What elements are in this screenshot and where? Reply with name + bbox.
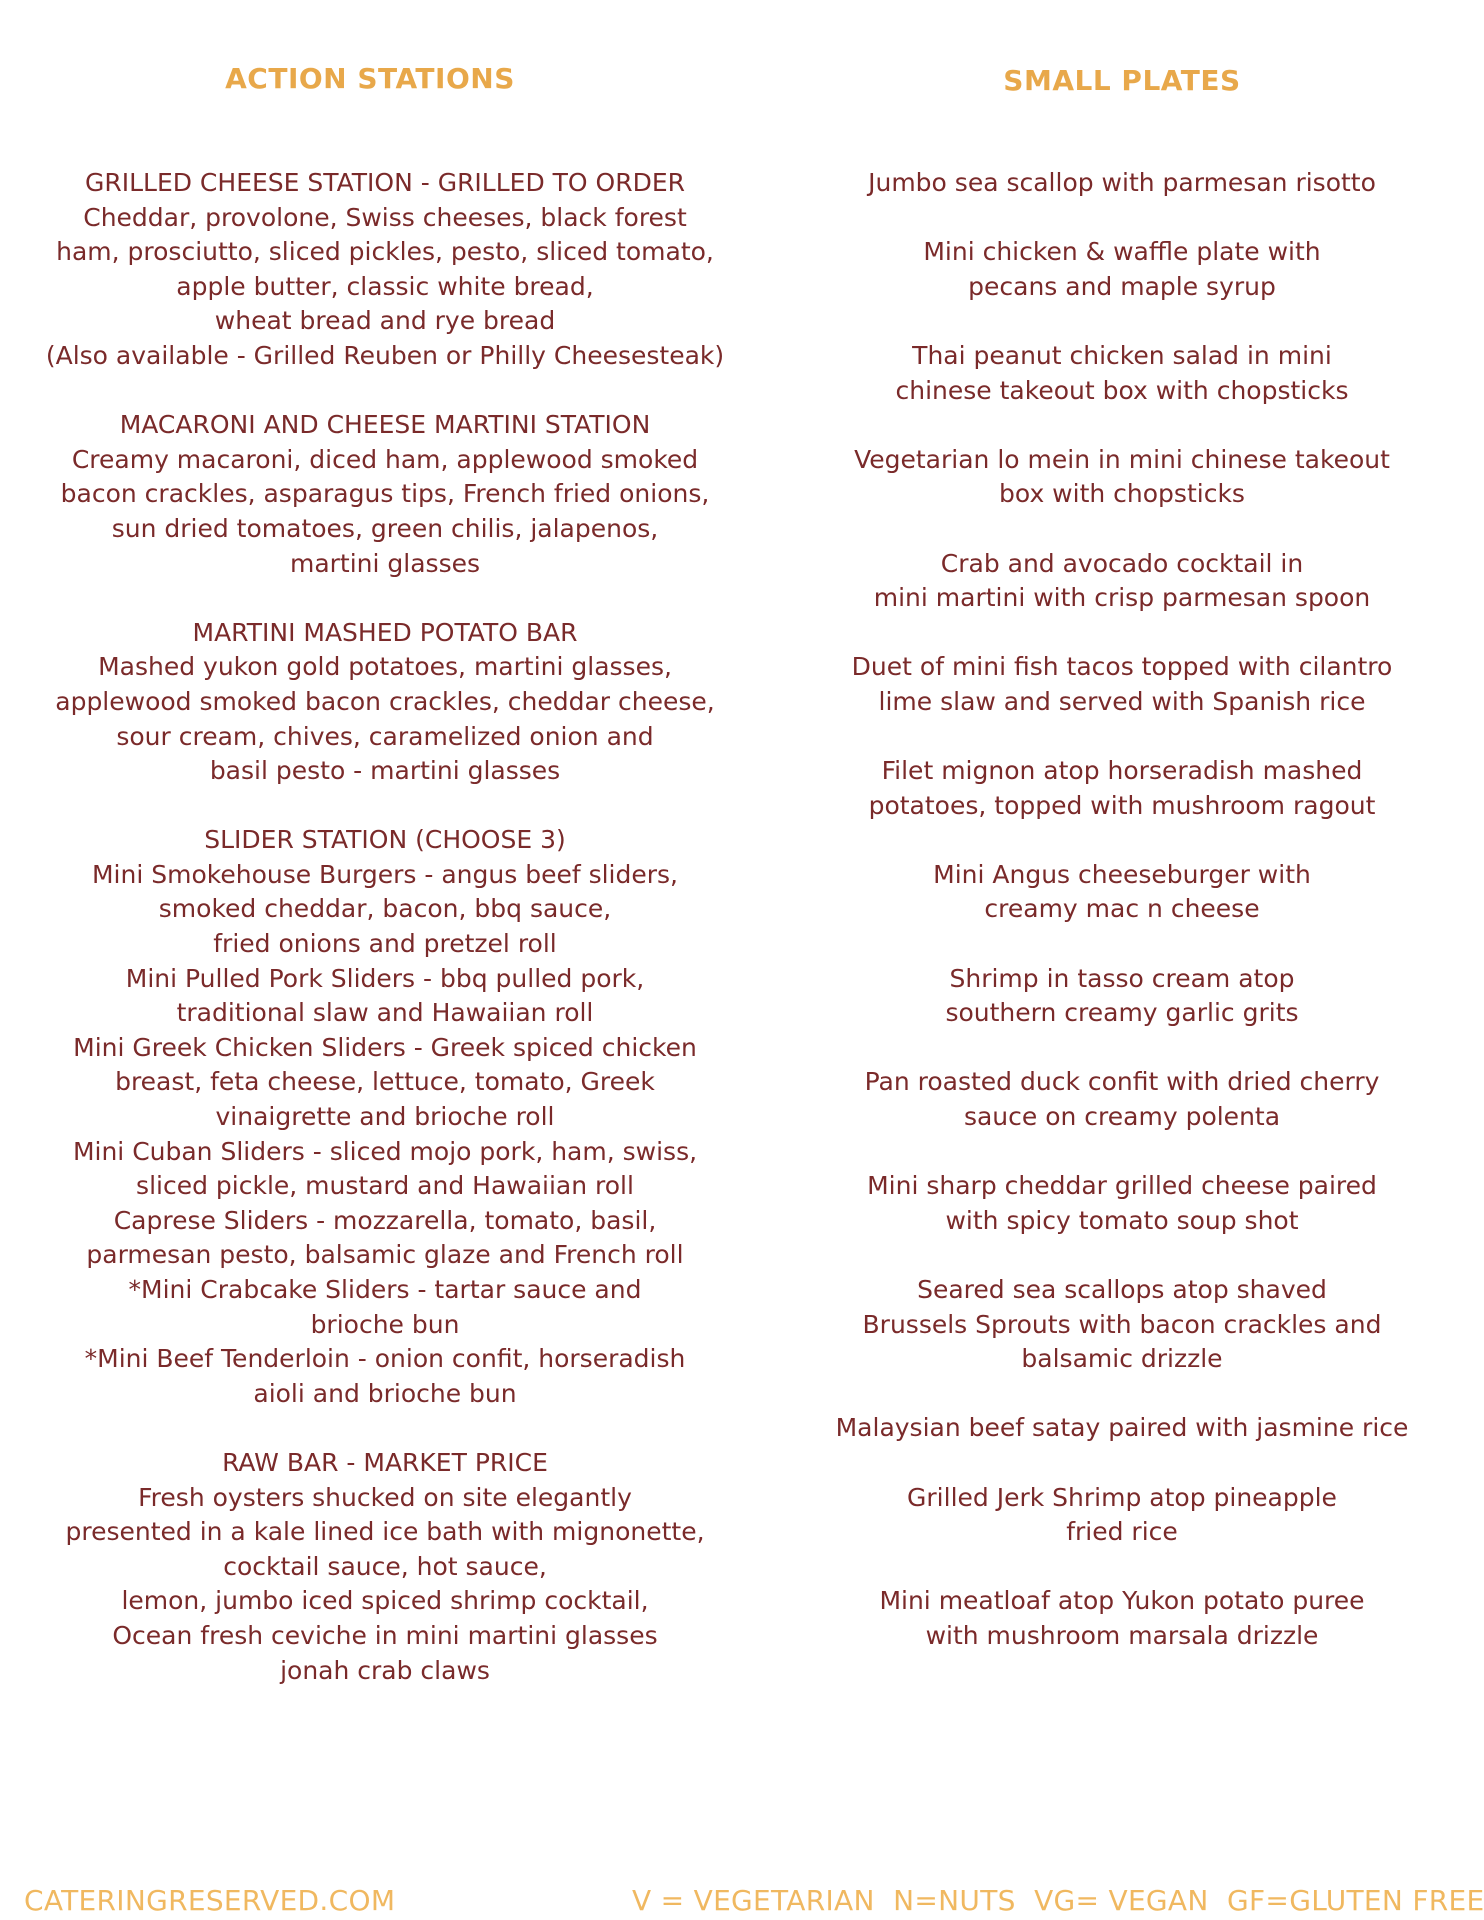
small-plate-item xyxy=(822,1411,1422,1446)
station-detail-line: presented in a kale lined ice bath with mignonette, xyxy=(65,1517,705,1547)
station-detail-line: Mini Smokehouse Burgers - angus beef sliders, xyxy=(91,859,679,889)
station-detail-line: smoked cheddar, bacon, bbq sauce, xyxy=(158,894,612,924)
small-plate-line: chinese takeout box with chopsticks xyxy=(895,375,1349,405)
small-plate-line: sauce on creamy polenta xyxy=(963,1102,1281,1132)
station-title: MACARONI AND CHEESE MARTINI STATION xyxy=(119,410,651,440)
footer-dietary-legend: V = VEGETARIAN N=NUTS VG= VEGAN GF=GLUTEN FREE xyxy=(632,1884,1484,1917)
station-detail-line: Ocean fresh ceviche in mini martini glasses xyxy=(112,1620,658,1650)
station-detail-line: parmesan pesto, balsamic glaze and French roll xyxy=(86,1240,684,1270)
small-plate-item xyxy=(822,235,1422,304)
small-plate-line: Mini chicken & waffle plate with xyxy=(923,237,1321,267)
small-plate-line: Brussels Sprouts with bacon crackles and xyxy=(862,1309,1382,1339)
station-title: RAW BAR - MARKET PRICE xyxy=(222,1447,548,1477)
small-plate-item xyxy=(822,443,1422,512)
station-detail-line: Creamy macaroni, diced ham, applewood smoked xyxy=(71,444,699,474)
station-detail-line: *Mini Beef Tenderloin - onion confit, horseradish xyxy=(84,1344,686,1374)
small-plates-heading: SMALL PLATES xyxy=(1003,64,1241,97)
station-detail-line: *Mini Crabcake Sliders - tartar sauce and xyxy=(128,1275,642,1304)
small-plate-item xyxy=(822,650,1422,719)
small-plate-line: with mushroom marsala drizzle xyxy=(925,1620,1319,1650)
small-plate-line: southern creamy garlic grits xyxy=(945,998,1299,1028)
small-plate-line: Thai peanut chicken salad in mini xyxy=(912,340,1332,370)
station-detail-line: vinaigrette and brioche roll xyxy=(215,1102,555,1132)
station-section xyxy=(40,166,730,374)
small-plate-line: Crab and avocado cocktail in xyxy=(940,548,1304,578)
station-detail-line: traditional slaw and Hawaiian roll xyxy=(176,998,594,1028)
small-plates-list xyxy=(822,166,1422,1688)
station-detail-line: fried onions and pretzel roll xyxy=(213,929,557,959)
station-detail-line: aioli and brioche bun xyxy=(253,1378,517,1408)
small-plate-line: Jumbo sea scallop with parmesan risotto xyxy=(868,168,1376,197)
small-plate-item xyxy=(822,962,1422,1031)
small-plate-line: Seared sea scallops atop shaved xyxy=(917,1275,1327,1304)
small-plate-line: fried rice xyxy=(1066,1517,1178,1547)
station-detail-line: basil pesto - martini glasses xyxy=(209,756,561,786)
station-section xyxy=(40,1446,730,1688)
station-detail-line: sun dried tomatoes, green chilis, jalapenos, xyxy=(111,513,659,543)
small-plate-item xyxy=(822,858,1422,927)
station-detail-line: (Also available - Grilled Reuben or Philly Cheesesteak) xyxy=(45,340,725,370)
station-detail-line: Mashed yukon gold potatoes, martini glasses, xyxy=(98,652,672,682)
station-detail-line: bacon crackles, asparagus tips, French fried onions, xyxy=(60,479,710,509)
small-plate-item xyxy=(822,1481,1422,1550)
small-plate-line: Mini meatloaf atop Yukon potato puree xyxy=(879,1586,1365,1616)
station-detail-line: jonah crab claws xyxy=(280,1655,490,1685)
station-detail-line: sour cream, chives, caramelized onion and xyxy=(116,721,654,751)
action-stations-list xyxy=(40,166,730,1723)
station-detail-line: applewood smoked bacon crackles, cheddar cheese, xyxy=(55,686,715,716)
small-plate-line: Vegetarian lo mein in mini chinese takeout xyxy=(854,444,1390,474)
footer-website: CATERINGRESERVED.COM xyxy=(24,1884,396,1917)
small-plate-line: pecans and maple syrup xyxy=(968,271,1276,301)
station-detail-line: Cheddar, provolone, Swiss cheeses, black forest xyxy=(83,202,687,232)
station-detail-line: ham, prosciutto, sliced pickles, pesto, sliced tomato, xyxy=(56,237,714,267)
station-section xyxy=(40,408,730,581)
station-section xyxy=(40,616,730,789)
small-plate-line: Filet mignon atop horseradish mashed xyxy=(881,756,1363,786)
small-plate-item xyxy=(822,754,1422,823)
small-plate-line: Pan roasted duck confit with dried cherry xyxy=(864,1067,1380,1097)
station-title: MARTINI MASHED POTATO BAR xyxy=(192,617,578,647)
station-detail-line: cocktail sauce, hot sauce, xyxy=(223,1551,547,1581)
small-plate-line: Mini Angus cheeseburger with xyxy=(933,859,1311,889)
small-plate-item xyxy=(822,166,1422,201)
station-detail-line: wheat bread and rye bread xyxy=(214,306,556,336)
small-plate-line: mini martini with crisp parmesan spoon xyxy=(873,583,1371,613)
small-plate-item xyxy=(822,1169,1422,1238)
small-plate-line: Grilled Jerk Shrimp atop pineapple xyxy=(907,1482,1337,1512)
station-detail-line: Mini Pulled Pork Sliders - bbq pulled pork, xyxy=(125,963,645,993)
small-plate-line: Malaysian beef satay paired with jasmine rice xyxy=(835,1413,1409,1443)
station-detail-line: Mini Cuban Sliders - sliced mojo pork, ham, swiss, xyxy=(72,1136,698,1166)
small-plate-line: lime slaw and served with Spanish rice xyxy=(878,686,1366,716)
action-stations-heading: ACTION STATIONS xyxy=(225,62,515,95)
small-plate-line: potatoes, topped with mushroom ragout xyxy=(868,790,1376,820)
small-plate-line: Mini sharp cheddar grilled cheese paired xyxy=(867,1171,1377,1201)
station-detail-line: martini glasses xyxy=(289,548,481,578)
station-detail-line: Mini Greek Chicken Sliders - Greek spiced chicken xyxy=(73,1032,697,1062)
station-section xyxy=(40,823,730,1411)
small-plate-item xyxy=(822,1584,1422,1653)
small-plate-item xyxy=(822,547,1422,616)
small-plate-line: Shrimp in tasso cream atop xyxy=(949,963,1295,993)
station-detail-line: lemon, jumbo iced spiced shrimp cocktail, xyxy=(121,1586,649,1616)
station-title: GRILLED CHEESE STATION - GRILLED TO ORDER xyxy=(84,168,686,197)
small-plate-line: box with chopsticks xyxy=(999,479,1245,509)
station-title: SLIDER STATION (CHOOSE 3) xyxy=(204,825,566,855)
small-plate-item xyxy=(822,1273,1422,1377)
station-detail-line: brioche bun xyxy=(310,1309,460,1339)
station-detail-line: Fresh oysters shucked on site elegantly xyxy=(138,1482,632,1512)
small-plate-line: with spicy tomato soup shot xyxy=(945,1205,1299,1235)
station-detail-line: breast, feta cheese, lettuce, tomato, Greek xyxy=(115,1067,655,1097)
small-plate-line: Duet of mini fish tacos topped with cilantro xyxy=(851,652,1393,682)
station-detail-line: Caprese Sliders - mozzarella, tomato, basil, xyxy=(113,1205,657,1235)
small-plate-line: creamy mac n cheese xyxy=(984,894,1260,924)
station-detail-line: sliced pickle, mustard and Hawaiian roll xyxy=(136,1171,634,1201)
small-plate-item xyxy=(822,339,1422,408)
station-detail-line: apple butter, classic white bread, xyxy=(176,271,594,301)
small-plate-line: balsamic drizzle xyxy=(1021,1344,1223,1374)
small-plate-item xyxy=(822,1065,1422,1134)
